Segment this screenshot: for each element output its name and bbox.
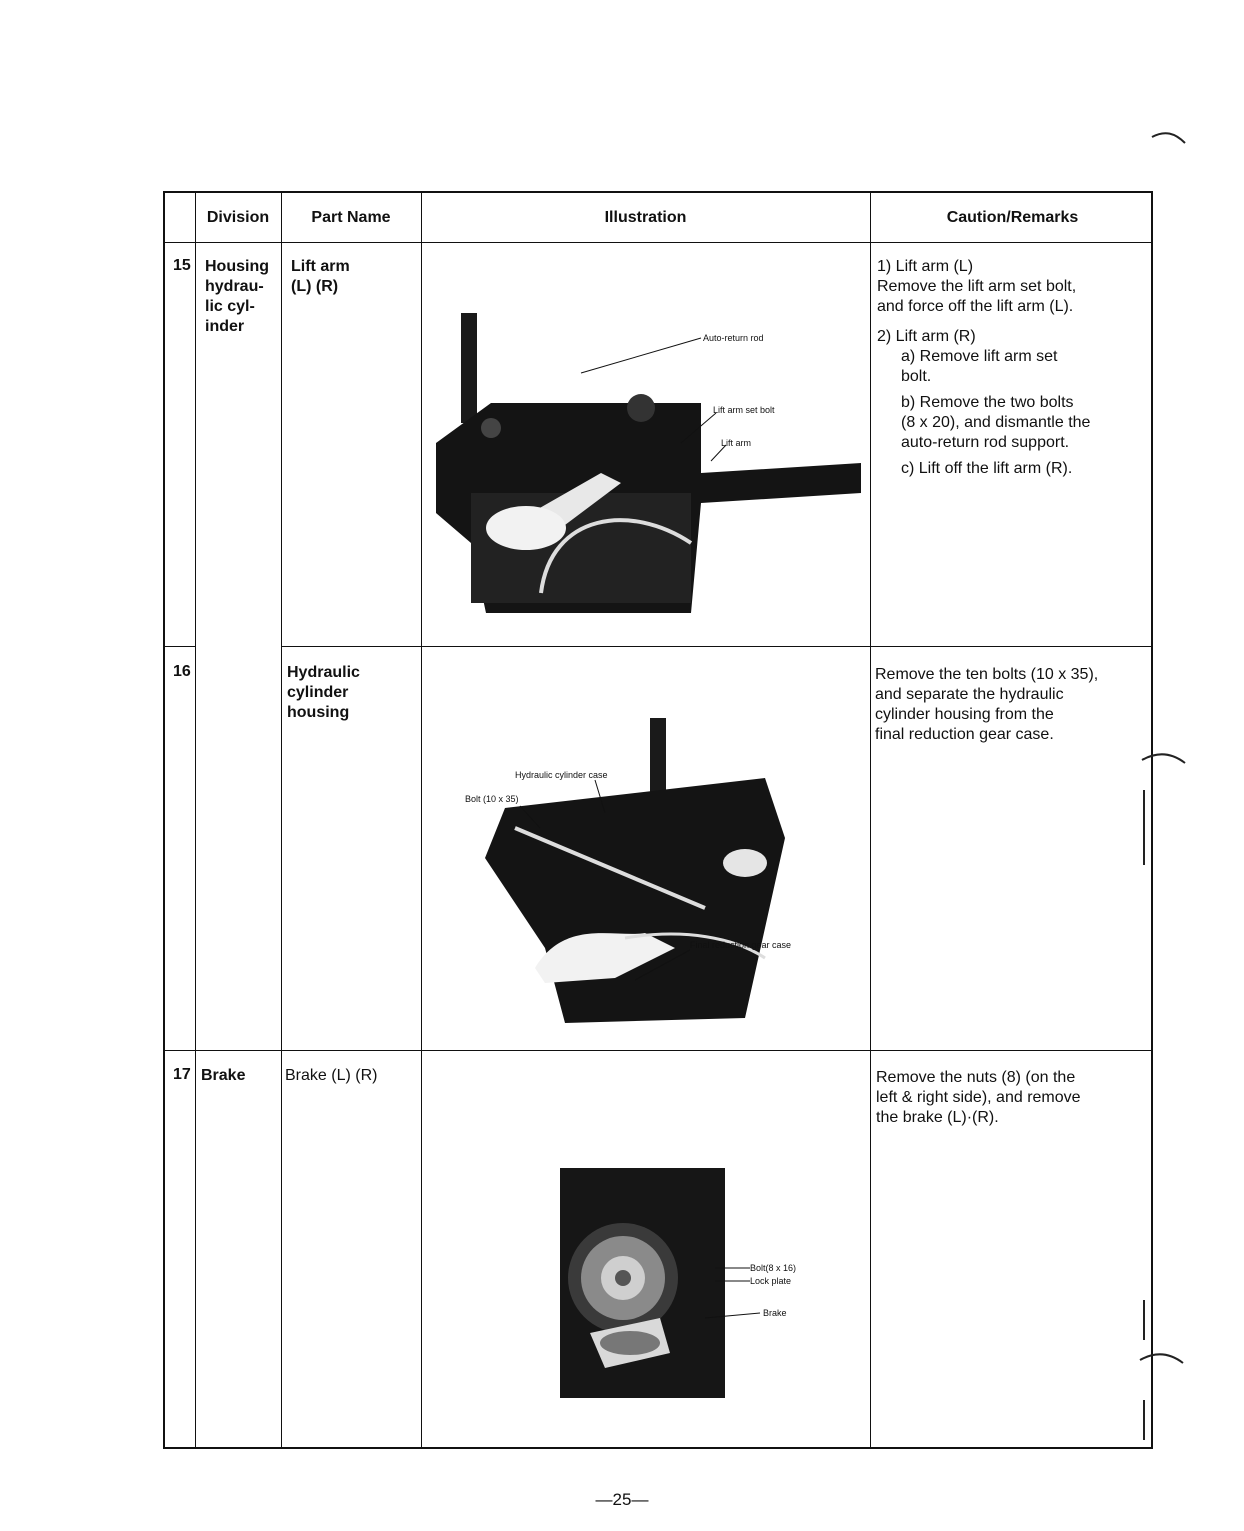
- part-name-text: [285, 1066, 377, 1086]
- hydraulic-housing-photo: [445, 718, 825, 1028]
- part-name-line: Hydraulic: [287, 664, 360, 681]
- scan-artifact: [1138, 1345, 1188, 1375]
- remark-line: the brake (L)·(R).: [876, 1109, 999, 1126]
- remark-line: bolt.: [901, 368, 932, 385]
- remark-line: (8 x 20), and dismantle the: [901, 414, 1091, 431]
- division-line: Housing: [205, 258, 269, 275]
- illustration-label: Lock plate: [750, 1276, 792, 1286]
- scan-artifact: [1143, 1400, 1145, 1440]
- row-number: 17: [173, 1066, 191, 1083]
- division-line: lic cyl-: [205, 298, 255, 315]
- remark-line: c) Lift off the lift arm (R).: [901, 460, 1073, 477]
- scan-artifact: [1150, 125, 1190, 155]
- row-divider: [281, 646, 1151, 647]
- part-name-line: cylinder: [287, 684, 349, 701]
- remark-line: and force off the lift arm (L).: [877, 298, 1074, 315]
- division-line: Brake: [201, 1067, 246, 1084]
- remark-line: auto-return rod support.: [901, 434, 1070, 451]
- illustration-label: Auto-return rod: [703, 333, 764, 343]
- part-name-line: (L) (R): [291, 278, 339, 295]
- remark-line: Remove the lift arm set bolt,: [877, 278, 1077, 295]
- illustration-label: Lift arm: [721, 438, 752, 448]
- row-divider: [165, 646, 195, 647]
- remark-line: left & right side), and remove: [876, 1089, 1081, 1106]
- illustration-label: Brake: [763, 1308, 787, 1318]
- division-line: inder: [205, 318, 245, 335]
- column-divider: [195, 193, 196, 1447]
- part-name-line: Lift arm: [291, 258, 350, 275]
- illustration-label: Final reduction gear case: [690, 940, 792, 950]
- service-table: [163, 191, 1153, 1449]
- row-divider: [165, 1050, 1151, 1051]
- header-illustration: Illustration: [604, 209, 687, 226]
- remark-line: a) Remove lift arm set: [901, 348, 1058, 365]
- illustration-label: Bolt (10 x 35): [465, 794, 519, 804]
- part-name-line: housing: [287, 704, 350, 721]
- remarks-text: [876, 1068, 1151, 1128]
- illustration-label: Bolt(8 x 16): [750, 1263, 797, 1273]
- scan-artifact: [1140, 745, 1190, 775]
- division-text: [205, 257, 269, 337]
- remark-line: and separate the hydraulic: [875, 686, 1064, 703]
- brake-photo: [535, 1168, 805, 1408]
- scan-artifact: [1143, 790, 1145, 865]
- remarks-text: [875, 665, 1151, 745]
- column-divider: [421, 193, 422, 1447]
- column-divider: [281, 193, 282, 1447]
- row-number: 15: [173, 257, 191, 274]
- remark-line: cylinder housing from the: [875, 706, 1054, 723]
- remark-line: Remove the nuts (8) (on the: [876, 1069, 1076, 1086]
- remark-line: 1) Lift arm (L): [877, 258, 974, 275]
- remark-line: Remove the ten bolts (10 x 35),: [875, 666, 1099, 683]
- remarks-text: [877, 257, 1149, 479]
- lift-arm-photo: [431, 313, 871, 623]
- part-name-line: Brake (L) (R): [285, 1067, 378, 1084]
- illustration-label: Hydraulic cylinder case: [515, 770, 608, 780]
- header-part-name: Part Name: [311, 209, 391, 226]
- remark-line: final reduction gear case.: [875, 726, 1054, 743]
- part-name-text: [287, 663, 360, 723]
- row-number: 16: [173, 663, 191, 680]
- illustration-label: Lift arm set bolt: [713, 405, 775, 415]
- header-remarks: Caution/Remarks: [946, 209, 1079, 226]
- remark-line: 2) Lift arm (R): [877, 328, 976, 345]
- scan-artifact: [1143, 1300, 1145, 1340]
- division-line: hydrau-: [205, 278, 264, 295]
- page-number: —25—: [595, 1490, 649, 1509]
- remark-line: b) Remove the two bolts: [901, 394, 1074, 411]
- part-name-text: [291, 257, 350, 297]
- division-text: [201, 1066, 245, 1086]
- header-division: Division: [206, 209, 270, 226]
